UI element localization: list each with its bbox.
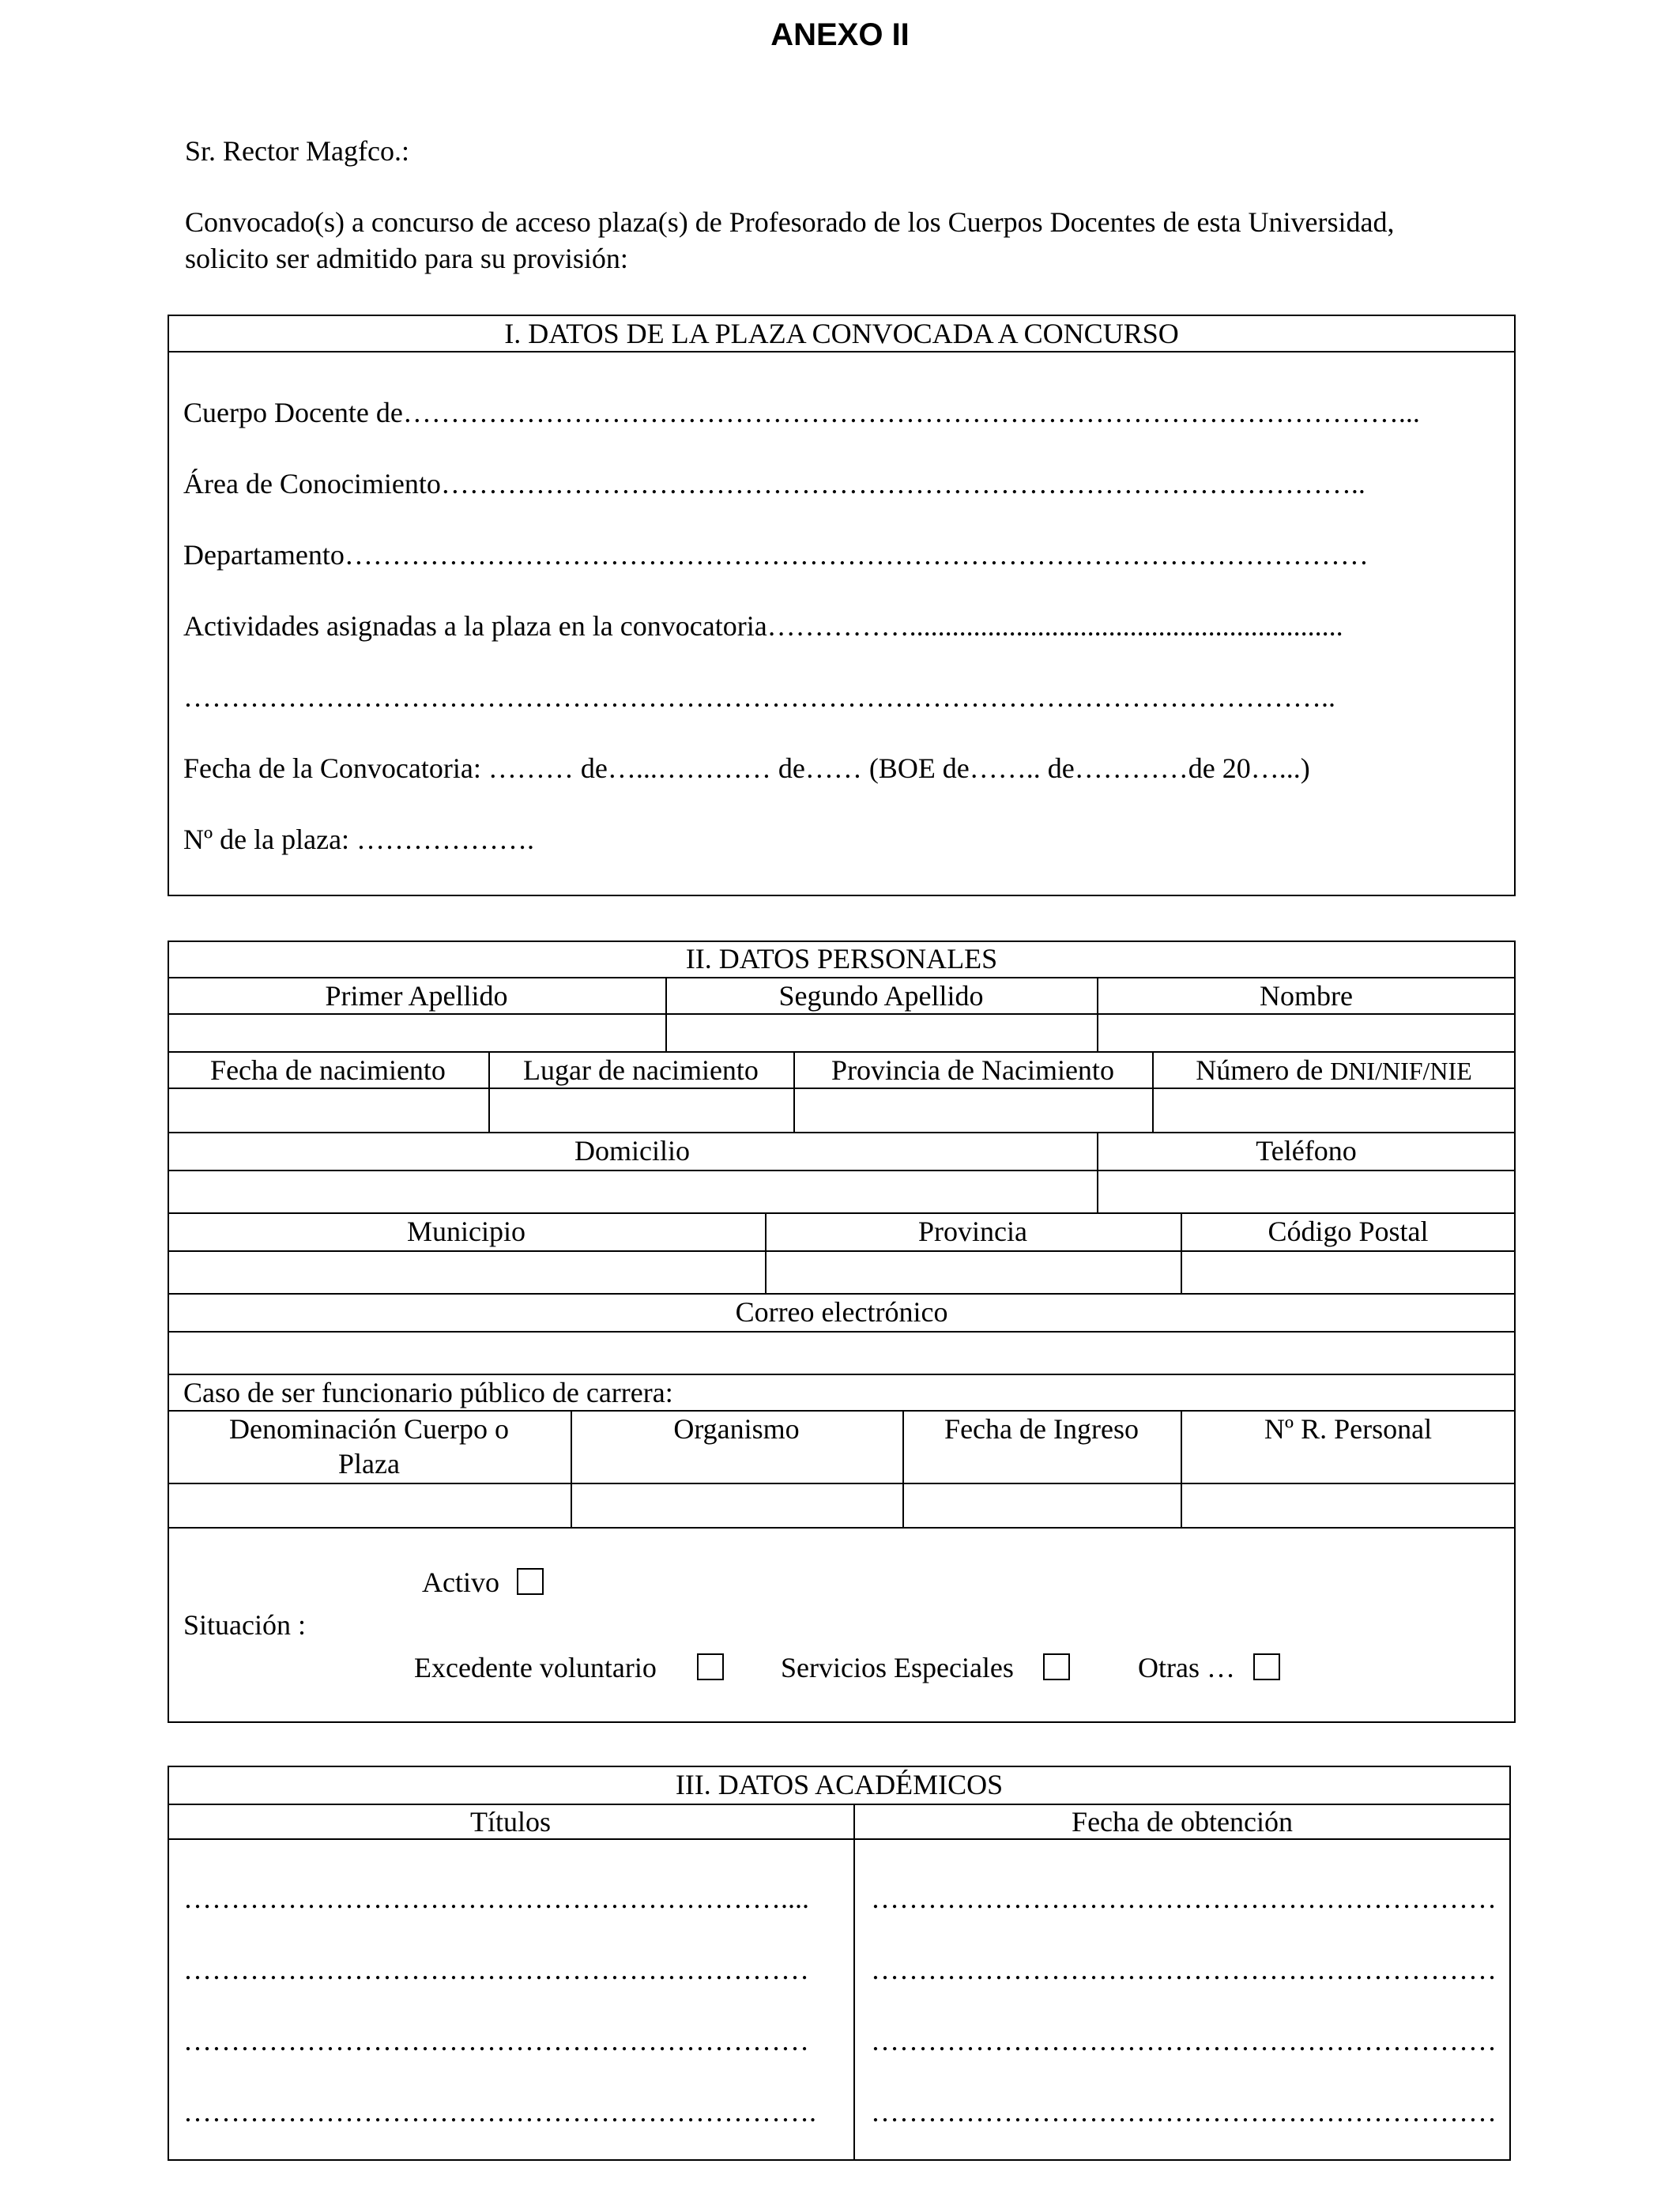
fecha-nacimiento-label: Fecha de nacimiento bbox=[210, 1054, 446, 1086]
municipio-input[interactable] bbox=[169, 1252, 763, 1291]
organismo-label: Organismo bbox=[673, 1413, 800, 1445]
segundo-apellido-label: Segundo Apellido bbox=[778, 980, 984, 1012]
titulo-row[interactable]: ………………………………………………………… bbox=[183, 2025, 809, 2056]
servicios-checkbox[interactable] bbox=[1043, 1653, 1070, 1680]
titulo-row[interactable]: ……………………………………………………….... bbox=[183, 1883, 809, 1914]
fecha-ingreso-label: Fecha de Ingreso bbox=[944, 1413, 1139, 1445]
activo-checkbox[interactable] bbox=[517, 1568, 544, 1595]
lugar-nacimiento-label: Lugar de nacimiento bbox=[523, 1054, 759, 1086]
section-plaza-heading: I. DATOS DE LA PLAZA CONVOCADA A CONCURSO bbox=[504, 318, 1179, 349]
municipio-label: Municipio bbox=[407, 1216, 525, 1247]
fecha-nacimiento-input[interactable] bbox=[169, 1089, 487, 1130]
actividades-continuation-field[interactable]: ………………………………………………………………………………………………………….. bbox=[183, 681, 1335, 713]
numero-dni-suffix: DNI/NIF/NIE bbox=[1330, 1057, 1472, 1085]
nrp-input[interactable] bbox=[1182, 1484, 1514, 1525]
domicilio-input[interactable] bbox=[169, 1171, 1095, 1211]
numero-plaza-field[interactable]: Nº de la plaza: ………………. bbox=[183, 824, 535, 855]
otras-label: Otras … bbox=[1138, 1652, 1235, 1683]
domicilio-label: Domicilio bbox=[574, 1135, 690, 1167]
correo-label: Correo electrónico bbox=[735, 1296, 948, 1328]
nombre-input[interactable] bbox=[1098, 1015, 1514, 1050]
fecha-obtencion-row[interactable]: ………………………………………………………… bbox=[871, 1883, 1497, 1914]
fecha-convocatoria-field[interactable]: Fecha de la Convocatoria: ……… de…...………… de…… (BOE de…….. de…………de 20…...) bbox=[183, 752, 1310, 784]
fecha-obtencion-row[interactable]: ………………………………………………………… bbox=[871, 1954, 1497, 1985]
fecha-obtencion-header: Fecha de obtención bbox=[1072, 1806, 1293, 1838]
rule bbox=[168, 1527, 1516, 1529]
otras-checkbox[interactable] bbox=[1253, 1653, 1280, 1680]
provincia-nacimiento-input[interactable] bbox=[795, 1089, 1151, 1130]
cuerpo-docente-field[interactable]: Cuerpo Docente de……………………………………………………………………………………………... bbox=[183, 397, 1420, 428]
provincia-nacimiento-label: Provincia de Nacimiento bbox=[831, 1054, 1114, 1086]
telefono-label: Teléfono bbox=[1256, 1135, 1357, 1167]
fecha-ingreso-input[interactable] bbox=[904, 1484, 1179, 1525]
intro-line-2: solicito ser admitido para su provisión: bbox=[185, 243, 628, 274]
denominacion-label: Denominación Cuerpo o Plaza bbox=[229, 1413, 509, 1480]
primer-apellido-label: Primer Apellido bbox=[325, 980, 508, 1012]
situacion-label: Situación : bbox=[183, 1609, 306, 1641]
denominacion-input[interactable] bbox=[169, 1484, 569, 1525]
funcionario-label: Caso de ser funcionario público de carrera: bbox=[183, 1377, 673, 1408]
rule bbox=[853, 1804, 855, 2161]
excedente-label: Excedente voluntario bbox=[414, 1652, 657, 1683]
salutation: Sr. Rector Magfco.: bbox=[185, 135, 409, 167]
primer-apellido-input[interactable] bbox=[169, 1015, 664, 1050]
correo-input[interactable] bbox=[169, 1333, 1514, 1372]
section-plaza-header-rule bbox=[168, 351, 1516, 352]
actividades-field[interactable]: Actividades asignadas a la plaza en la convocatoria……………............................................................. bbox=[183, 610, 1343, 642]
nombre-label: Nombre bbox=[1260, 980, 1353, 1012]
page-title: ANEXO II bbox=[770, 17, 910, 52]
numero-dni-prefix: Número de bbox=[1196, 1054, 1331, 1086]
nrp-label: Nº R. Personal bbox=[1264, 1413, 1433, 1445]
activo-label: Activo bbox=[422, 1566, 499, 1598]
provincia-label: Provincia bbox=[918, 1216, 1027, 1247]
lugar-nacimiento-input[interactable] bbox=[490, 1089, 792, 1130]
fecha-obtencion-row[interactable]: ………………………………………………………… bbox=[871, 2025, 1497, 2056]
intro-line-1: Convocado(s) a concurso de acceso plaza(s) de Profesorado de los Cuerpos Docentes de esta Universidad, bbox=[185, 206, 1395, 238]
segundo-apellido-input[interactable] bbox=[667, 1015, 1095, 1050]
telefono-input[interactable] bbox=[1098, 1171, 1514, 1211]
excedente-checkbox[interactable] bbox=[697, 1653, 724, 1680]
titulo-row[interactable]: …………………………………………………………. bbox=[183, 2096, 816, 2128]
codigo-postal-label: Código Postal bbox=[1268, 1216, 1429, 1247]
area-conocimiento-field[interactable]: Área de Conocimiento…………………………………………………………………………………….. bbox=[183, 468, 1365, 499]
departamento-field[interactable]: Departamento……………………………………………………………………………………………… bbox=[183, 539, 1369, 571]
section-personal-heading: II. DATOS PERSONALES bbox=[685, 943, 998, 974]
fecha-obtencion-row[interactable]: ………………………………………………………… bbox=[871, 2096, 1497, 2128]
section-academic-heading: III. DATOS ACADÉMICOS bbox=[675, 1769, 1004, 1800]
servicios-label: Servicios Especiales bbox=[781, 1652, 1014, 1683]
numero-dni-label bbox=[1152, 1053, 1516, 1088]
dni-input[interactable] bbox=[1154, 1089, 1514, 1130]
titulos-header: Títulos bbox=[469, 1806, 551, 1838]
titulo-row[interactable]: ………………………………………………………… bbox=[183, 1954, 809, 1985]
provincia-input[interactable] bbox=[767, 1252, 1179, 1291]
codigo-postal-input[interactable] bbox=[1182, 1252, 1514, 1291]
organismo-input[interactable] bbox=[572, 1484, 901, 1525]
